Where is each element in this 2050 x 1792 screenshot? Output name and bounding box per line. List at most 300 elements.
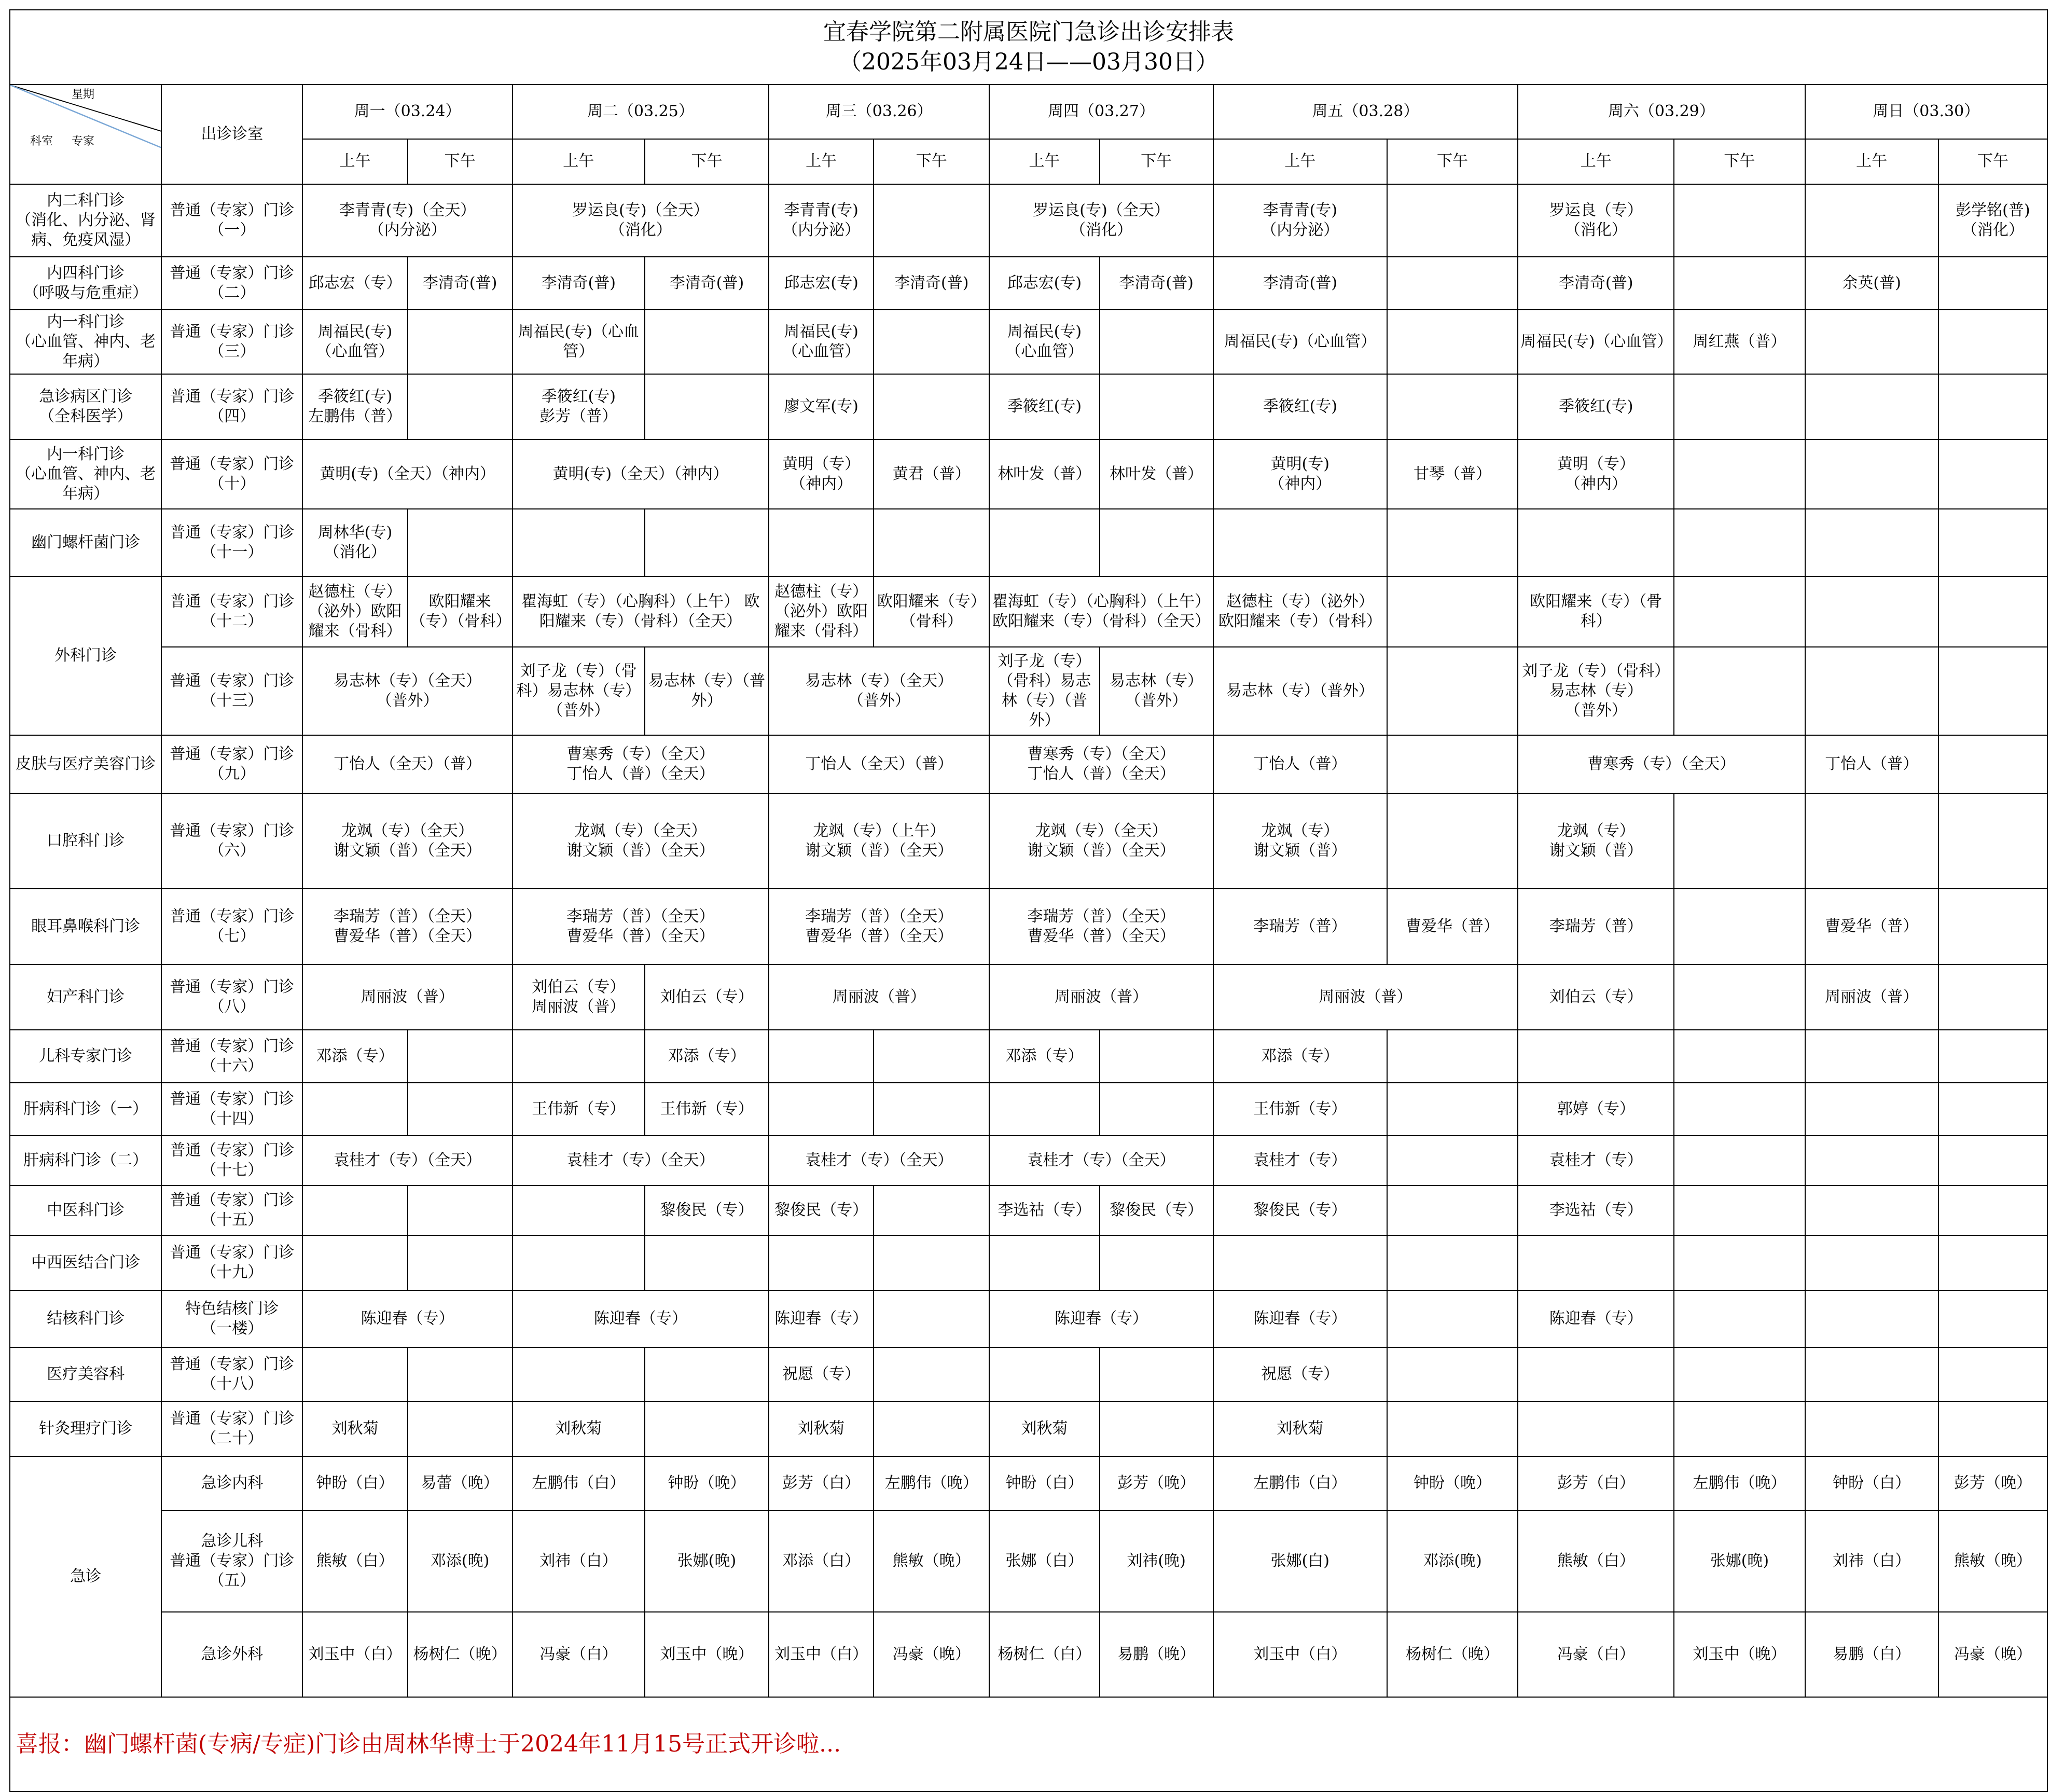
room-cell: 普通（专家）门诊 （十五）	[161, 1186, 302, 1235]
doctor-cell	[1674, 1290, 1805, 1347]
doctor-cell	[874, 184, 989, 257]
shift-cell: 钟盼（白）	[302, 1456, 407, 1510]
doctor-cell: 李瑞芳（普）（全天） 曹爱华（普）（全天）	[989, 889, 1213, 964]
doctor-cell: 祝愿（专）	[769, 1347, 874, 1401]
doctor-cell	[1938, 647, 2047, 735]
doctor-cell: 易志林（专）（全天） （普外）	[302, 647, 512, 735]
doctor-cell: 李青青(专) （内分泌）	[769, 184, 874, 257]
doctor-cell: 欧阳耀来（专）（骨科）	[408, 576, 512, 647]
doctor-cell: 赵德柱（专）（泌外）欧阳耀来（骨科）	[302, 576, 407, 647]
doctor-cell	[1938, 509, 2047, 576]
doctor-cell	[1938, 1083, 2047, 1136]
shift-cell: 钟盼（晚）	[645, 1456, 769, 1510]
dept-cell: 妇产科门诊	[10, 964, 161, 1030]
room-cell: 普通（专家）门诊 （十八）	[161, 1347, 302, 1401]
day-header: 周六（03.29）	[1518, 85, 1805, 139]
shift-cell: 左鹏伟（晚）	[874, 1456, 989, 1510]
doctor-cell: 王伟新（专）	[512, 1083, 645, 1136]
doctor-cell	[1100, 1235, 1213, 1290]
doctor-cell: 周福民(专)（心血管）	[512, 310, 645, 374]
doctor-cell	[769, 1083, 874, 1136]
dept-cell: 口腔科门诊	[10, 793, 161, 889]
room-header: 出诊诊室	[161, 85, 302, 184]
doctor-cell: 李瑞芳（普）	[1213, 889, 1387, 964]
doctor-cell	[874, 1083, 989, 1136]
doctor-cell	[1805, 647, 1938, 735]
shift-cell: 熊敏（晚）	[874, 1510, 989, 1612]
doctor-cell: 罗运良(专)（全天） （消化）	[989, 184, 1213, 257]
emergency-row	[10, 1612, 2047, 1697]
doctor-cell: 邱志宏（专）	[302, 257, 407, 310]
doctor-cell	[408, 1030, 512, 1083]
doctor-cell: 丁怡人（普）	[1213, 735, 1387, 793]
doctor-cell	[1938, 310, 2047, 374]
schedule-row	[10, 793, 2047, 889]
header-diagonal-cell	[10, 85, 161, 184]
doctor-cell: 周丽波（普）	[769, 964, 989, 1030]
doctor-cell	[1805, 184, 1938, 257]
shift-cell: 钟盼（白）	[1805, 1456, 1938, 1510]
doctor-cell	[1100, 1083, 1213, 1136]
doctor-cell	[1518, 509, 1674, 576]
dept-cell: 医疗美容科	[10, 1347, 161, 1401]
doctor-cell	[1938, 964, 2047, 1030]
doctor-cell: 陈迎春（专）	[1213, 1290, 1387, 1347]
doctor-cell: 邓添（专）	[989, 1030, 1099, 1083]
doctor-cell	[1805, 374, 1938, 439]
doctor-cell	[1805, 1136, 1938, 1186]
doctor-cell: 廖文军(专)	[769, 374, 874, 439]
shift-cell: 刘玉中（晚）	[645, 1612, 769, 1697]
dept-cell: 眼耳鼻喉科门诊	[10, 889, 161, 964]
doctor-cell: 邱志宏(专)	[769, 257, 874, 310]
schedule-row	[10, 1401, 2047, 1456]
doctor-cell: 余英(普)	[1805, 257, 1938, 310]
doctor-cell	[1387, 1347, 1518, 1401]
doctor-cell	[1100, 509, 1213, 576]
doctor-cell: 陈迎春（专）	[769, 1290, 874, 1347]
pm-header: 下午	[1938, 139, 2047, 184]
doctor-cell: 黄明(专)（全天）（神内）	[302, 439, 512, 509]
doctor-cell: 曹寒秀（专）（全天） 丁怡人（普）（全天）	[989, 735, 1213, 793]
shift-cell: 彭芳（晚）	[1100, 1456, 1213, 1510]
dept-cell: 针灸理疗门诊	[10, 1401, 161, 1456]
diag-week-label: 星期	[72, 88, 95, 101]
title-text: 宜春学院第二附属医院门急诊出诊安排表	[823, 19, 1234, 45]
shift-cell: 钟盼（晚）	[1387, 1456, 1518, 1510]
doctor-cell: 李选祜（专）	[989, 1186, 1099, 1235]
doctor-cell	[1387, 735, 1518, 793]
doctor-cell	[874, 1235, 989, 1290]
doctor-cell: 曹爱华（普）	[1805, 889, 1938, 964]
doctor-cell: 李青青(专)（全天） （内分泌）	[302, 184, 512, 257]
shift-cell: 钟盼（白）	[989, 1456, 1099, 1510]
shift-cell: 邓添(晚)	[1387, 1510, 1518, 1612]
shift-cell: 冯豪（白）	[512, 1612, 645, 1697]
doctor-cell	[874, 1290, 989, 1347]
day-header: 周三（03.26）	[769, 85, 989, 139]
dept-cell: 内一科门诊 （心血管、神内、老年病）	[10, 439, 161, 509]
doctor-cell: 袁桂才（专）（全天）	[769, 1136, 989, 1186]
doctor-cell: 甘琴（普）	[1387, 439, 1518, 509]
doctor-cell: 丁怡人（全天）（普）	[769, 735, 989, 793]
room-cell: 普通（专家）门诊 （一）	[161, 184, 302, 257]
shift-cell: 易鹏（白）	[1805, 1612, 1938, 1697]
pm-header: 下午	[874, 139, 989, 184]
pm-header: 下午	[1387, 139, 1518, 184]
doctor-cell	[408, 1083, 512, 1136]
doctor-cell: 罗运良（专） （消化）	[1518, 184, 1674, 257]
doctor-cell	[874, 310, 989, 374]
room-cell: 普通（专家）门诊 （二十）	[161, 1401, 302, 1456]
doctor-cell	[1805, 310, 1938, 374]
schedule-row	[10, 184, 2047, 257]
shift-cell: 刘祎（白）	[1805, 1510, 1938, 1612]
doctor-cell	[512, 1030, 645, 1083]
doctor-cell: 黄明（专） （神内）	[769, 439, 874, 509]
doctor-cell	[989, 1083, 1099, 1136]
doctor-cell: 欧阳耀来（专）（骨科）	[1518, 576, 1674, 647]
doctor-cell: 刘秋菊	[1213, 1401, 1387, 1456]
doctor-cell	[645, 1347, 769, 1401]
doctor-cell	[769, 1030, 874, 1083]
doctor-cell	[1387, 1083, 1518, 1136]
doctor-cell: 周丽波（普）	[1213, 964, 1518, 1030]
doctor-cell	[1674, 439, 1805, 509]
doctor-cell	[1674, 647, 1805, 735]
am-header: 上午	[1805, 139, 1938, 184]
doctor-cell: 季筱红(专) 彭芳（普）	[512, 374, 645, 439]
emergency-room-cell: 急诊内科	[161, 1456, 302, 1510]
doctor-cell: 邓添（专）	[645, 1030, 769, 1083]
doctor-cell	[302, 1235, 407, 1290]
doctor-cell	[1938, 1030, 2047, 1083]
doctor-cell	[1387, 1401, 1518, 1456]
dept-cell: 急诊病区门诊 （全科医学）	[10, 374, 161, 439]
doctor-cell	[1518, 1347, 1674, 1401]
doctor-cell	[1674, 1030, 1805, 1083]
shift-cell: 冯豪（晚）	[874, 1612, 989, 1697]
pm-header: 下午	[1674, 139, 1805, 184]
doctor-cell: 黎俊民（专）	[1100, 1186, 1213, 1235]
doctor-cell	[1213, 1235, 1387, 1290]
doctor-cell: 李清奇(普)	[874, 257, 989, 310]
doctor-cell	[408, 310, 512, 374]
day-header: 周一（03.24）	[302, 85, 512, 139]
doctor-cell	[874, 509, 989, 576]
day-header: 周日（03.30）	[1805, 85, 2047, 139]
doctor-cell: 郭婷（专）	[1518, 1083, 1674, 1136]
doctor-cell: 易志林（专）（普外）	[645, 647, 769, 735]
emergency-room-cell: 急诊外科	[161, 1612, 302, 1697]
doctor-cell	[645, 310, 769, 374]
doctor-cell	[645, 1235, 769, 1290]
doctor-cell	[1674, 257, 1805, 310]
doctor-cell	[408, 1401, 512, 1456]
room-cell: 普通（专家）门诊 （十六）	[161, 1030, 302, 1083]
doctor-cell	[989, 509, 1099, 576]
doctor-cell	[1100, 1401, 1213, 1456]
shift-cell: 杨树仁（白）	[989, 1612, 1099, 1697]
doctor-cell	[1674, 1136, 1805, 1186]
doctor-cell: 丁怡人（全天）（普）	[302, 735, 512, 793]
schedule-row	[10, 1136, 2047, 1186]
pm-header: 下午	[408, 139, 512, 184]
doctor-cell: 林叶发（普）	[1100, 439, 1213, 509]
dept-cell: 内四科门诊 （呼吸与危重症）	[10, 257, 161, 310]
dept-cell: 幽门螺杆菌门诊	[10, 509, 161, 576]
doctor-cell	[645, 1401, 769, 1456]
doctor-cell: 周红燕（普）	[1674, 310, 1805, 374]
doctor-cell: 刘伯云（专）	[1518, 964, 1674, 1030]
room-cell: 普通（专家）门诊 （七）	[161, 889, 302, 964]
shift-cell: 冯豪（晚）	[1938, 1612, 2047, 1697]
doctor-cell	[1805, 1083, 1938, 1136]
doctor-cell	[512, 1186, 645, 1235]
doctor-cell	[1938, 374, 2047, 439]
dept-cell: 内二科门诊 （消化、内分泌、肾病、免疫风湿）	[10, 184, 161, 257]
doctor-cell	[1100, 310, 1213, 374]
doctor-cell	[1387, 1235, 1518, 1290]
doctor-cell: 周福民(专)（心血管）	[1518, 310, 1674, 374]
doctor-cell	[1387, 793, 1518, 889]
doctor-cell: 李清奇(普)	[1518, 257, 1674, 310]
doctor-cell: 李瑞芳（普）	[1518, 889, 1674, 964]
doctor-cell: 李清奇(普)	[408, 257, 512, 310]
diag-dept-label: 科室	[30, 135, 53, 148]
dept-cell: 外科门诊	[10, 576, 161, 735]
schedule-row	[10, 1186, 2047, 1235]
doctor-cell: 陈迎春（专）	[1518, 1290, 1674, 1347]
subtitle-text: （2025年03月24日——03月30日）	[839, 49, 1218, 75]
doctor-cell: 李清奇(普)	[645, 257, 769, 310]
doctor-cell	[302, 1347, 407, 1401]
doctor-cell: 周福民(专) （心血管）	[989, 310, 1099, 374]
doctor-cell: 刘伯云（专） 周丽波（普）	[512, 964, 645, 1030]
doctor-cell	[874, 1030, 989, 1083]
am-header: 上午	[989, 139, 1099, 184]
room-cell: 普通（专家）门诊 （三）	[161, 310, 302, 374]
doctor-cell	[1938, 735, 2047, 793]
doctor-cell	[1387, 1030, 1518, 1083]
doctor-cell: 龙飒（专）（上午） 谢文颖（普）（全天）	[769, 793, 989, 889]
schedule-row	[10, 735, 2047, 793]
doctor-cell	[1938, 889, 2047, 964]
room-cell: 普通（专家）门诊 （十四）	[161, 1083, 302, 1136]
schedule-row	[10, 1235, 2047, 1290]
shift-cell: 刘玉中（白）	[769, 1612, 874, 1697]
doctor-cell	[1674, 1347, 1805, 1401]
doctor-cell: 王伟新（专）	[645, 1083, 769, 1136]
doctor-cell: 袁桂才（专）	[1213, 1136, 1387, 1186]
am-header: 上午	[512, 139, 645, 184]
doctor-cell	[1674, 1235, 1805, 1290]
pm-header: 下午	[1100, 139, 1213, 184]
room-cell: 普通（专家）门诊 （八）	[161, 964, 302, 1030]
doctor-cell: 刘子龙（专）（骨科）易志林（专） （普外）	[1518, 647, 1674, 735]
emergency-room-cell: 急诊儿科 普通（专家）门诊 （五）	[161, 1510, 302, 1612]
doctor-cell	[1387, 1186, 1518, 1235]
doctor-cell: 龙飒（专） 谢文颖（普）	[1518, 793, 1674, 889]
schedule-row	[10, 374, 2047, 439]
shift-cell: 杨树仁（晚）	[1387, 1612, 1518, 1697]
room-cell: 普通（专家）门诊 （十）	[161, 439, 302, 509]
schedule-row	[10, 1347, 2047, 1401]
shift-cell: 熊敏（白）	[1518, 1510, 1674, 1612]
shift-cell: 彭芳（白）	[769, 1456, 874, 1510]
doctor-cell	[408, 1347, 512, 1401]
doctor-cell	[1387, 509, 1518, 576]
doctor-cell	[1805, 1186, 1938, 1235]
doctor-cell	[1805, 1290, 1938, 1347]
room-cell: 普通（专家）门诊 （十九）	[161, 1235, 302, 1290]
shift-cell: 张娜(晚)	[645, 1510, 769, 1612]
doctor-cell: 龙飒（专）（全天） 谢文颖（普）（全天）	[512, 793, 769, 889]
room-cell: 普通（专家）门诊 （十七）	[161, 1136, 302, 1186]
dept-cell: 内一科门诊 （心血管、神内、老年病）	[10, 310, 161, 374]
schedule-row	[10, 310, 2047, 374]
doctor-cell	[1805, 1030, 1938, 1083]
doctor-cell: 曹爱华（普）	[1387, 889, 1518, 964]
doctor-cell: 龙飒（专）（全天） 谢文颖（普）（全天）	[989, 793, 1213, 889]
doctor-cell: 李青青(专) （内分泌）	[1213, 184, 1387, 257]
doctor-cell	[1387, 310, 1518, 374]
doctor-cell: 易志林（专）（全天） （普外）	[769, 647, 989, 735]
doctor-cell: 季筱红(专)	[1213, 374, 1387, 439]
doctor-cell	[1805, 1401, 1938, 1456]
doctor-cell	[1100, 374, 1213, 439]
shift-cell: 熊敏（晚）	[1938, 1510, 2047, 1612]
schedule-title	[10, 10, 2047, 85]
doctor-cell: 林叶发（普）	[989, 439, 1099, 509]
doctor-cell: 刘秋菊	[769, 1401, 874, 1456]
schedule-sheet	[9, 9, 2048, 1792]
doctor-cell	[1938, 1290, 2047, 1347]
doctor-cell: 刘子龙（专）（骨科）易志林（专）（普外）	[989, 647, 1099, 735]
doctor-cell: 曹寒秀（专）（全天） 丁怡人（普）（全天）	[512, 735, 769, 793]
doctor-cell: 邓添（专）	[1213, 1030, 1387, 1083]
day-header: 周四（03.27）	[989, 85, 1213, 139]
schedule-row	[10, 576, 2047, 647]
emergency-row	[10, 1510, 2047, 1612]
doctor-cell: 刘秋菊	[512, 1401, 645, 1456]
doctor-cell: 周林华(专) （消化）	[302, 509, 407, 576]
doctor-cell	[1674, 1401, 1805, 1456]
doctor-cell: 黄君（普）	[874, 439, 989, 509]
doctor-cell: 刘秋菊	[302, 1401, 407, 1456]
doctor-cell: 袁桂才（专）	[1518, 1136, 1674, 1186]
doctor-cell	[408, 509, 512, 576]
shift-cell: 张娜(白)	[1213, 1510, 1387, 1612]
doctor-cell: 邱志宏(专)	[989, 257, 1099, 310]
doctor-cell	[1674, 184, 1805, 257]
doctor-cell: 李清奇(普)	[1100, 257, 1213, 310]
doctor-cell: 李瑞芳（普）（全天） 曹爱华（普）（全天）	[769, 889, 989, 964]
schedule-row	[10, 1290, 2047, 1347]
schedule-row	[10, 1030, 2047, 1083]
doctor-cell	[1100, 1030, 1213, 1083]
shift-cell: 刘祎（白）	[512, 1510, 645, 1612]
doctor-cell	[1518, 1030, 1674, 1083]
doctor-cell	[1938, 576, 2047, 647]
doctor-cell	[512, 509, 645, 576]
shift-cell: 左鹏伟（白）	[512, 1456, 645, 1510]
doctor-cell: 周福民(专) （心血管）	[769, 310, 874, 374]
room-cell: 普通（专家）门诊 （二）	[161, 257, 302, 310]
doctor-cell	[874, 374, 989, 439]
doctor-cell: 袁桂才（专）（全天）	[989, 1136, 1213, 1186]
schedule-row	[10, 439, 2047, 509]
doctor-cell: 季筱红(专)	[989, 374, 1099, 439]
doctor-cell: 赵德柱（专）（泌外）欧阳耀来（骨科）	[769, 576, 874, 647]
doctor-cell	[1938, 1235, 2047, 1290]
doctor-cell: 王伟新（专）	[1213, 1083, 1387, 1136]
doctor-cell	[1938, 1136, 2047, 1186]
doctor-cell	[1674, 374, 1805, 439]
doctor-cell: 易志林（专）（普外）	[1213, 647, 1387, 735]
doctor-cell	[1674, 793, 1805, 889]
doctor-cell	[1518, 1401, 1674, 1456]
doctor-cell	[1674, 576, 1805, 647]
doctor-cell	[1938, 1186, 2047, 1235]
doctor-cell	[1674, 964, 1805, 1030]
doctor-cell	[1938, 257, 2047, 310]
room-cell: 特色结核门诊 （一楼）	[161, 1290, 302, 1347]
shift-cell: 彭芳（晚）	[1938, 1456, 2047, 1510]
shift-cell: 邓添（白）	[769, 1510, 874, 1612]
diag-expert-label: 专家	[72, 135, 95, 148]
doctor-cell	[1387, 576, 1518, 647]
doctor-cell: 袁桂才（专）（全天）	[512, 1136, 769, 1186]
shift-cell: 刘玉中（白）	[302, 1612, 407, 1697]
room-cell: 普通（专家）门诊 （六）	[161, 793, 302, 889]
room-cell: 普通（专家）门诊 （九）	[161, 735, 302, 793]
doctor-cell	[1387, 184, 1518, 257]
doctor-cell	[512, 1235, 645, 1290]
doctor-cell	[302, 1186, 407, 1235]
doctor-cell	[1805, 793, 1938, 889]
dept-cell: 肝病科门诊（一）	[10, 1083, 161, 1136]
dept-cell: 皮肤与医疗美容门诊	[10, 735, 161, 793]
doctor-cell: 李瑞芳（普）（全天） 曹爱华（普）（全天）	[302, 889, 512, 964]
am-header: 上午	[302, 139, 407, 184]
doctor-cell: 黎俊民（专）	[769, 1186, 874, 1235]
doctor-cell	[1938, 793, 2047, 889]
doctor-cell: 季筱红(专)	[1518, 374, 1674, 439]
doctor-cell	[1674, 1186, 1805, 1235]
doctor-cell: 袁桂才（专）（全天）	[302, 1136, 512, 1186]
emergency-dept-cell: 急诊	[10, 1456, 161, 1697]
schedule-table	[9, 9, 2048, 1792]
shift-cell: 熊敏（白）	[302, 1510, 407, 1612]
doctor-cell	[1805, 509, 1938, 576]
doctor-cell: 周福民(专) （心血管）	[302, 310, 407, 374]
doctor-cell	[1805, 1235, 1938, 1290]
doctor-cell: 黄明（专） （神内）	[1518, 439, 1674, 509]
doctor-cell: 赵德柱（专）（泌外） 欧阳耀来（专）（骨科）	[1213, 576, 1387, 647]
emergency-row	[10, 1456, 2047, 1510]
doctor-cell: 周丽波（普）	[1805, 964, 1938, 1030]
doctor-cell: 陈迎春（专）	[302, 1290, 512, 1347]
doctor-cell: 彭学铭(普) （消化）	[1938, 184, 2047, 257]
doctor-cell	[1674, 889, 1805, 964]
doctor-cell	[874, 1186, 989, 1235]
pm-header: 下午	[645, 139, 769, 184]
doctor-cell: 祝愿（专）	[1213, 1347, 1387, 1401]
shift-cell: 左鹏伟（白）	[1213, 1456, 1387, 1510]
doctor-cell	[408, 1186, 512, 1235]
room-cell: 普通（专家）门诊 （十二）	[161, 576, 302, 647]
